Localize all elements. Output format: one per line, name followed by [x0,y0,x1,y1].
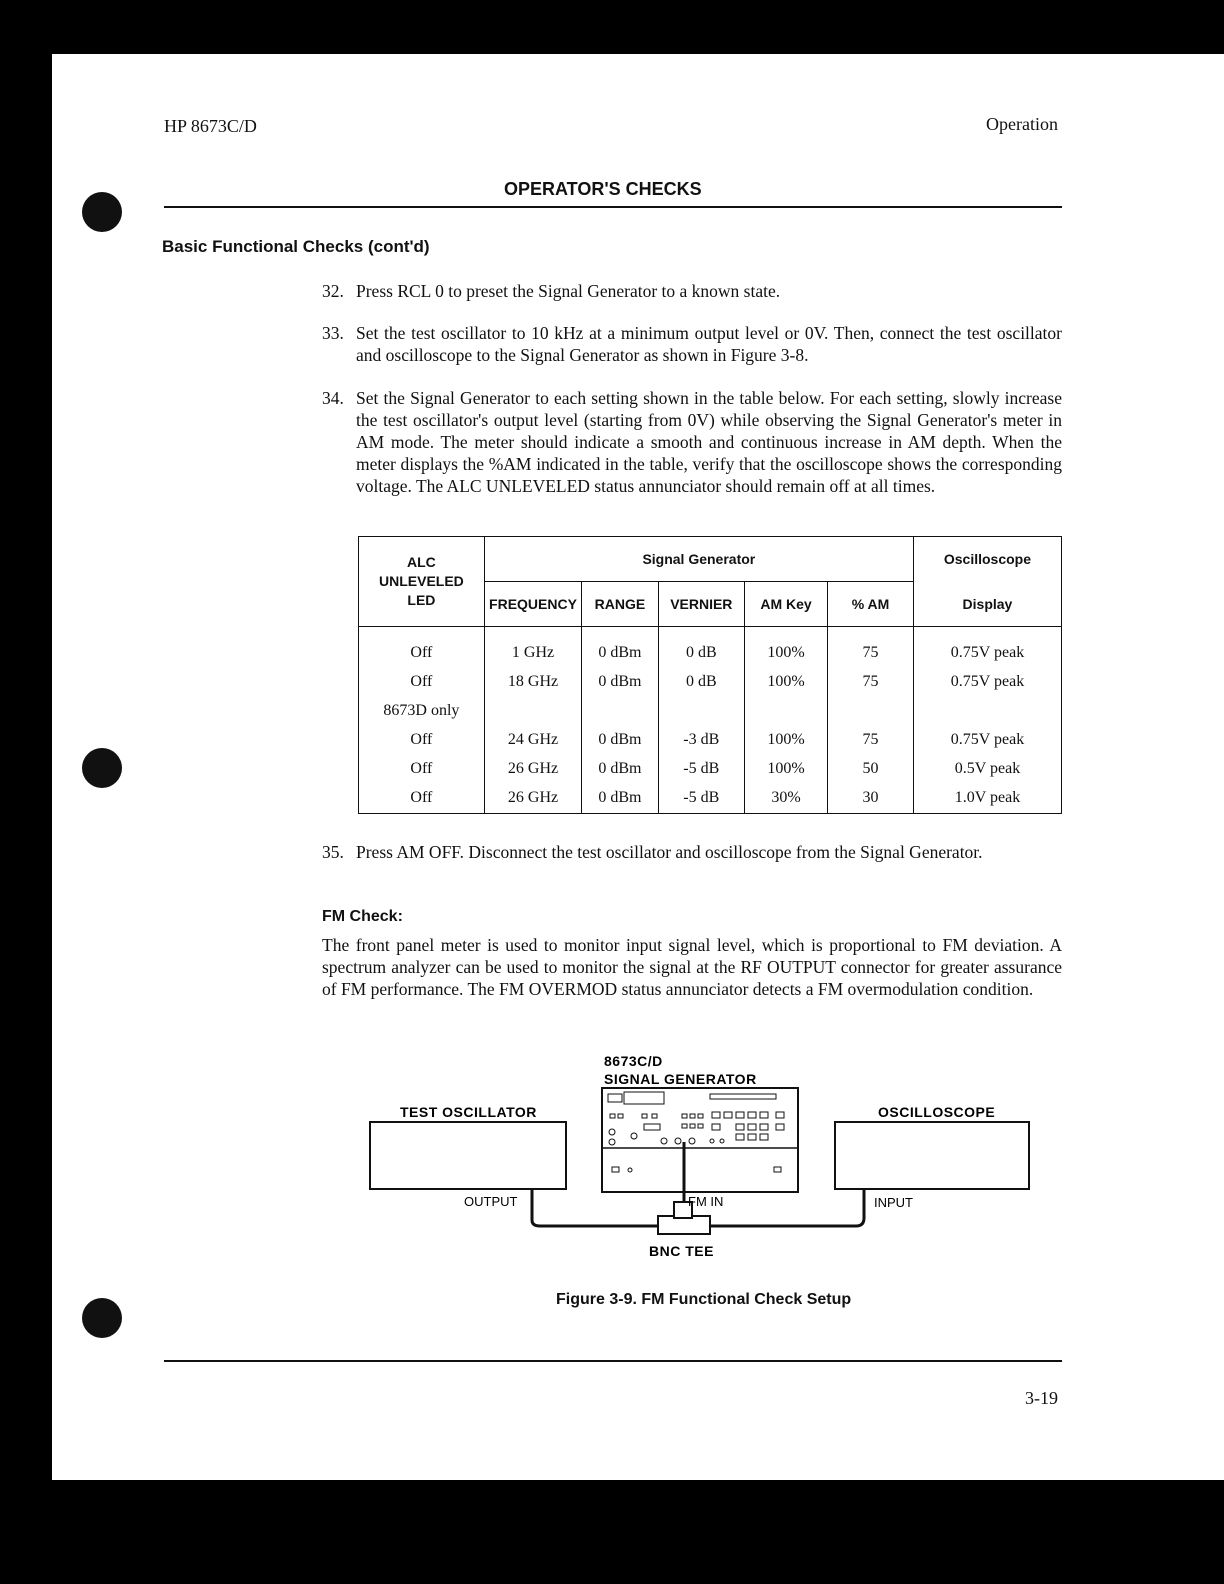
table-cell: 0 dB [658,662,744,691]
oscilloscope-box [835,1122,1029,1189]
footer-rule [164,1360,1062,1362]
step-35 [322,841,1062,863]
step-number: 35. [322,842,344,862]
table-cell: 75 [828,627,914,663]
generator-model-label: 8673C/D [604,1053,663,1069]
table-cell: 75 [828,662,914,691]
fm-check-heading: FM Check: [322,908,403,925]
binder-hole-middle [82,748,122,788]
oscilloscope-label: OSCILLOSCOPE [878,1104,996,1120]
table-cell: 0 dBm [582,720,658,749]
fm-check-setup-diagram [352,1044,1052,1274]
table-cell: Off [359,749,485,778]
table-row [359,627,1062,663]
table-row [359,720,1062,749]
table-cell: -5 dB [658,778,744,814]
table-row [359,662,1062,691]
signal-generator-instrument [602,1088,798,1192]
output-port-label: OUTPUT [464,1194,518,1209]
table-cell: 0.75V peak [913,720,1061,749]
table-row [359,778,1062,814]
subsection-title: Basic Functional Checks (cont'd) [162,237,430,256]
table-cell: 75 [828,720,914,749]
step-text: Press RCL 0 to preset the Signal Generator to a known state. [356,281,781,301]
step-number: 34. [322,388,344,408]
table-cell: 100% [745,720,828,749]
header-right: Operation [986,114,1058,134]
table-cell: 30% [745,778,828,814]
table-cell: 26 GHz [484,749,581,778]
table-cell: 24 GHz [484,720,581,749]
header-left: HP 8673C/D [164,116,257,136]
table-cell: -3 dB [658,720,744,749]
input-port-label: INPUT [874,1195,913,1210]
table-row [359,749,1062,778]
frequency-header: FREQUENCY [484,582,581,627]
table-cell: 100% [745,627,828,663]
generator-name-label: SIGNAL GENERATOR [604,1071,757,1087]
step-34 [322,387,1062,497]
document-page [52,54,1224,1480]
table-cell: Off [359,778,485,814]
page-number: 3-19 [1025,1388,1058,1408]
table-cell: 100% [745,749,828,778]
section-title: OPERATOR'S CHECKS [504,179,702,199]
test-oscillator-label: TEST OSCILLATOR [400,1104,537,1120]
fm-check-paragraph: The front panel meter is used to monitor input signal level, which is proportional to FM deviation. A spectrum analyzer can be used to monitor the signal at the RF OUTPUT connector for greater assurance of FM performance. The FM OVERMOD status annunciator detects a FM overmodulation condition. [322,935,1062,999]
vernier-header: VERNIER [658,582,744,627]
step-33 [322,322,1062,366]
table-cell: 0 dBm [582,778,658,814]
step-text: Press AM OFF. Disconnect the test oscillator and oscilloscope from the Signal Generator. [356,842,983,862]
table-note-8673d: 8673D only [359,691,485,720]
oscilloscope-header: Oscilloscope [913,537,1061,582]
table-cell: 0.75V peak [913,662,1061,691]
title-rule [164,206,1062,208]
table-cell: 30 [828,778,914,814]
table-cell: 26 GHz [484,778,581,814]
table-cell: 18 GHz [484,662,581,691]
step-number: 33. [322,323,344,343]
table-cell: 100% [745,662,828,691]
table-cell: 1.0V peak [913,778,1061,814]
cable-output-to-tee [532,1189,658,1226]
table-cell: Off [359,662,485,691]
fm-in-port-label: FM IN [688,1194,724,1209]
table-cell: -5 dB [658,749,744,778]
table-cell: 1 GHz [484,627,581,663]
settings-table [358,536,1062,814]
table-cell: 0.75V peak [913,627,1061,663]
range-header: RANGE [582,582,658,627]
cable-tee-to-input [710,1189,864,1226]
binder-hole-bottom [82,1298,122,1338]
step-text: Set the test oscillator to 10 kHz at a minimum output level or 0V. Then, connect the test oscillator and oscilloscope to the Signal Generator as shown in Figure 3-8. [356,323,1062,365]
table-cell: Off [359,627,485,663]
table-cell: Off [359,720,485,749]
signal-generator-header: Signal Generator [484,537,913,582]
table-cell: 0 dB [658,627,744,663]
table-cell: 0 dBm [582,749,658,778]
table-cell: 0 dBm [582,662,658,691]
test-oscillator-box [370,1122,566,1189]
pct-am-header: % AM [828,582,914,627]
table-cell: 50 [828,749,914,778]
display-header: Display [913,582,1061,627]
table-row-note [359,691,1062,720]
alc-led-header: ALC UNLEVELED LED [359,537,485,627]
step-text: Set the Signal Generator to each setting shown in the table below. For each setting, slowly increase the test oscillator's output level (starting from 0V) while observing the Signal Generator's meter in AM mode. The meter should indicate a smooth and continuous increase in AM depth. When the meter displays the %AM indicated in the table, verify that the oscilloscope shows the corresponding voltage. The ALC UNLEVELED status annunciator should remain off at all times. [356,388,1062,496]
step-number: 32. [322,281,344,301]
figure-caption: Figure 3-9. FM Functional Check Setup [556,1291,852,1308]
bnc-tee-label: BNC TEE [649,1243,714,1259]
binder-hole-top [82,192,122,232]
am-key-header: AM Key [745,582,828,627]
step-32 [322,280,1062,302]
table-cell: 0.5V peak [913,749,1061,778]
table-cell: 0 dBm [582,627,658,663]
